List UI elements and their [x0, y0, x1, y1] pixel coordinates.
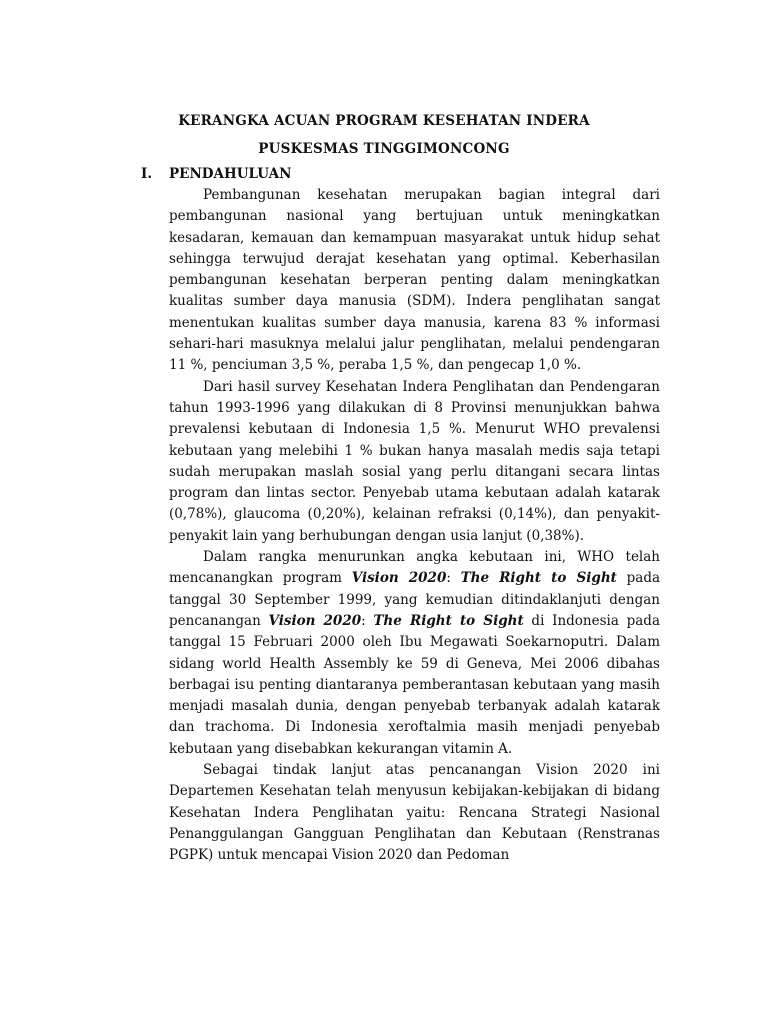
paragraph-3-text-2: :	[446, 570, 461, 587]
document-title: KERANGKA ACUAN PROGRAM KESEHATAN INDERA	[178, 113, 590, 129]
paragraph-1: Pembangunan kesehatan merupakan bagian integral dari pembangunan nasional yang bertujuan untuk meningkatkan kesadaran, kemauan dan kemampuan masyarakat untuk hidup sehat sehingga terwujud derajat kesehatan yang optimal. Keberhasilan pembangunan kesehatan berperan penting dalam meningkatkan kualitas sumber daya manusia (SDM). Indera penglihatan sangat menentukan kualitas sumber daya manusia, karena 83 % informasi sehari-hari masuknya melalui jalur penglihatan, melalui pendengaran 11 %, penciuman 3,5 %, peraba 1,5 %, dan pengecap 1,0 %.	[169, 187, 660, 374]
paragraph-2: Dari hasil survey Kesehatan Indera Penglihatan dan Pendengaran tahun 1993-1996 yang dilakukan di 8 Provinsi menunjukkan bahwa prevalensi kebutaan di Indonesia 1,5 %. Menurut WHO prevalensi kebutaan yang melebihi 1 % bukan hanya masalah medis saja tetapi sudah merupakan maslah sosial yang perlu ditangani secara lintas program dan lintas sector. Penyebab utama kebutaan adalah katarak (0,78%), glaucoma (0,20%), kelainan refraksi (0,14%), dan penyakit-penyakit lain yang berhubungan dengan usia lanjut (0,38%).	[169, 378, 660, 544]
paragraph-3	[169, 547, 660, 760]
vision-2020-emphasis-2: Vision 2020	[268, 612, 362, 629]
paragraph-3-text-3: pada tanggal 30 September 1999, yang kemudian ditindaklanjuti dengan pencanangan	[169, 570, 661, 629]
paragraph-3-text-4: :	[361, 612, 374, 629]
right-to-sight-emphasis-2: The Right to Sight	[373, 612, 524, 629]
body-text	[169, 185, 660, 867]
paragraph-3-text-5: di Indonesia pada tanggal 15 Februari 2000 oleh Ibu Megawati Soekarnoputri. Dalam sidang world Health Assembly ke 59 di Geneva, Mei 2006 dibahas berbagai isu penting diantaranya pemberantasan kebutaan yang masih menjadi masalah dunia, dengan penyebab terbanyak adalah katarak dan trachoma. Di Indonesia xeroftalmia masih menjadi penyebab kebutaan yang disebabkan kekurangan vitamin A.	[169, 612, 660, 757]
paragraph-3-text-1: Dalam rangka menurunkan angka kebutaan ini, WHO telah mencanangkan program	[169, 549, 660, 587]
document-subtitle: PUSKESMAS TINGGIMONCONG	[258, 141, 510, 157]
paragraph-4: Sebagai tindak lanjut atas pencanangan Vision 2020 ini Departemen Kesehatan telah menyusun kebijakan-kebijakan di bidang Kesehatan Indera Penglihatan yaitu: Rencana Strategi Nasional Penanggulangan Gangguan Penglihatan dan Kebutaan (Renstranas PGPK) untuk mencapai Vision 2020 dan Pedoman	[169, 762, 660, 864]
section-heading	[141, 166, 291, 182]
right-to-sight-emphasis: The Right to Sight	[460, 570, 617, 587]
section-number: I.	[141, 166, 153, 182]
section-title: PENDAHULUAN	[169, 166, 292, 182]
vision-2020-emphasis: Vision 2020	[351, 570, 447, 587]
